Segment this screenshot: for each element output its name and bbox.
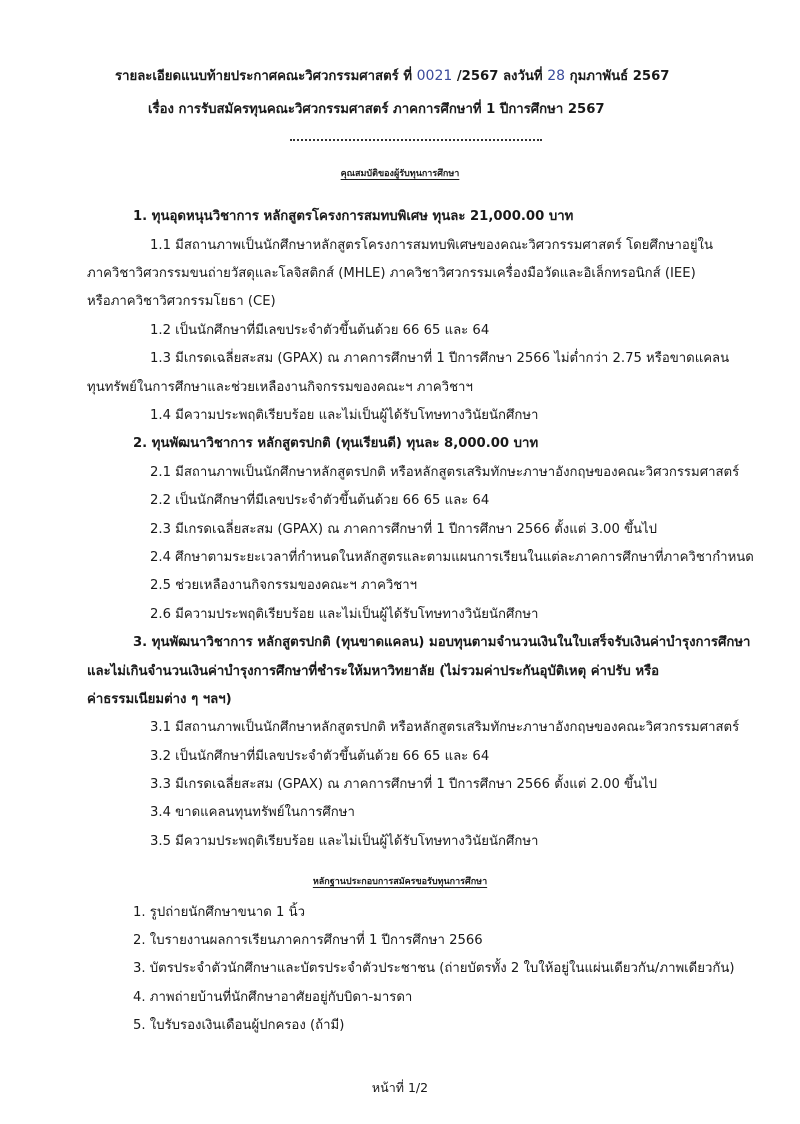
item-3-5: 3.5 มีความประพฤติเรียบร้อย และไม่เป็นผู้ได้รับโทษทางวินัยนักศึกษา — [150, 834, 539, 849]
section-3-title-line-b: และไม่เกินจำนวนเงินค่าบำรุงการศึกษาที่ชำระให้มหาวิทยาลัย (ไม่รวมค่าประกันอุบัติเหตุ ค่าปรับ หรือ — [87, 664, 660, 679]
item-2-1: 2.1 มีสถานภาพเป็นนักศึกษาหลักสูตรปกติ หรือหลักสูตรเสริมทักษะภาษาอังกฤษของคณะวิศวกรรมศาสตร์ — [150, 465, 740, 480]
qualifications-heading-text: คุณสมบัติของผู้รับทุนการศึกษา — [340, 169, 460, 179]
handwritten-doc-day: 28 — [547, 68, 566, 84]
item-1-1-line-b: ภาควิชาวิศวกรรมขนถ่ายวัสดุและโลจิสติกส์ (MHLE) ภาควิชาวิศวกรรมเครื่องมือวัดและอิเล็กทรอนิกส์ (IEE) — [87, 266, 696, 281]
page-number: หน้าที่ 1/2 — [371, 1080, 429, 1095]
evidence-item-2: 2. ใบรายงานผลการเรียนภาคการศึกษาที่ 1 ปีการศึกษา 2566 — [133, 933, 483, 948]
section-3-title-line-a: 3. ทุนพัฒนาวิชาการ หลักสูตรปกติ (ทุนขาดแคลน) มอบทุนตามจำนวนเงินในใบเสร็จรับเงินค่าบำรุงการศึกษา — [133, 635, 751, 650]
item-1-1-line-a: 1.1 มีสถานภาพเป็นนักศึกษาหลักสูตรโครงการสมทบพิเศษของคณะวิศวกรรมศาสตร์ โดยศึกษาอยู่ใน — [150, 238, 714, 253]
title-line-2: เรื่อง การรับสมัครทุนคณะวิศวกรรมศาสตร์ ภาคการศึกษาที่ 1 ปีการศึกษา 2567 — [148, 102, 605, 117]
item-2-6: 2.6 มีความประพฤติเรียบร้อย และไม่เป็นผู้ได้รับโทษทางวินัยนักศึกษา — [150, 607, 539, 622]
item-2-4: 2.4 ศึกษาตามระยะเวลาที่กำหนดในหลักสูตรและตามแผนการเรียนในแต่ละภาคการศึกษาที่ภาควิชากำหนด — [150, 550, 754, 565]
item-1-4: 1.4 มีความประพฤติเรียบร้อย และไม่เป็นผู้ได้รับโทษทางวินัยนักศึกษา — [150, 408, 539, 423]
evidence-item-3: 3. บัตรประจำตัวนักศึกษาและบัตรประจำตัวประชาชน (ถ่ายบัตรทั้ง 2 ใบให้อยู่ในแผ่นเดียวกัน/ภาพเดียวกัน) — [133, 961, 735, 976]
item-3-2: 3.2 เป็นนักศึกษาที่มีเลขประจำตัวขึ้นต้นด้วย 66 65 และ 64 — [150, 749, 490, 764]
item-3-4: 3.4 ขาดแคลนทุนทรัพย์ในการศึกษา — [150, 805, 355, 820]
section-2-title: 2. ทุนพัฒนาวิชาการ หลักสูตรปกติ (ทุนเรียนดี) ทุนละ 8,000.00 บาท — [133, 436, 539, 451]
title-line-1 — [115, 66, 669, 87]
evidence-item-4: 4. ภาพถ่ายบ้านที่นักศึกษาอาศัยอยู่กับบิดา-มารดา — [133, 990, 413, 1005]
handwritten-doc-number: 0021 — [416, 68, 453, 84]
item-1-3-line-a: 1.3 มีเกรดเฉลี่ยสะสม (GPAX) ณ ภาคการศึกษาที่ 1 ปีการศึกษา 2566 ไม่ต่ำกว่า 2.75 หรือขาดแคลน — [150, 351, 730, 366]
evidence-heading-text: หลักฐานประกอบการสมัครขอรับทุนการศึกษา — [312, 877, 488, 887]
section-3-title-line-c: ค่าธรรมเนียมต่าง ๆ ฯลฯ) — [87, 692, 232, 707]
item-1-2: 1.2 เป็นนักศึกษาที่มีเลขประจำตัวขึ้นต้นด้วย 66 65 และ 64 — [150, 323, 490, 338]
item-2-3: 2.3 มีเกรดเฉลี่ยสะสม (GPAX) ณ ภาคการศึกษาที่ 1 ปีการศึกษา 2566 ตั้งแต่ 3.00 ขึ้นไป — [150, 522, 658, 537]
evidence-item-1: 1. รูปถ่ายนักศึกษาขนาด 1 นิ้ว — [133, 905, 305, 920]
item-1-3-line-b: ทุนทรัพย์ในการศึกษาและช่วยเหลืองานกิจกรรมของคณะฯ ภาควิชาฯ — [87, 380, 473, 395]
title-suffix: กุมภาพันธ์ 2567 — [569, 69, 670, 84]
item-1-1-line-c: หรือภาควิชาวิศวกรรมโยธา (CE) — [87, 294, 276, 309]
evidence-heading — [0, 872, 800, 892]
item-2-5: 2.5 ช่วยเหลืองานกิจกรรมของคณะฯ ภาควิชาฯ — [150, 578, 418, 593]
section-1-title: 1. ทุนอุดหนุนวิชาการ หลักสูตรโครงการสมทบพิเศษ ทุนละ 21,000.00 บาท — [133, 209, 574, 224]
item-3-1: 3.1 มีสถานภาพเป็นนักศึกษาหลักสูตรปกติ หรือหลักสูตรเสริมทักษะภาษาอังกฤษของคณะวิศวกรรมศาสตร์ — [150, 720, 740, 735]
qualifications-heading — [0, 164, 800, 184]
dotted-divider — [290, 139, 542, 141]
item-2-2: 2.2 เป็นนักศึกษาที่มีเลขประจำตัวขึ้นต้นด้วย 66 65 และ 64 — [150, 493, 490, 508]
evidence-item-5: 5. ใบรับรองเงินเดือนผู้ปกครอง (ถ้ามี) — [133, 1018, 345, 1033]
title-middle: /2567 ลงวันที่ — [456, 69, 543, 84]
item-3-3: 3.3 มีเกรดเฉลี่ยสะสม (GPAX) ณ ภาคการศึกษาที่ 1 ปีการศึกษา 2566 ตั้งแต่ 2.00 ขึ้นไป — [150, 777, 658, 792]
title-prefix: รายละเอียดแนบท้ายประกาศคณะวิศวกรรมศาสตร์ ที่ — [115, 69, 413, 84]
